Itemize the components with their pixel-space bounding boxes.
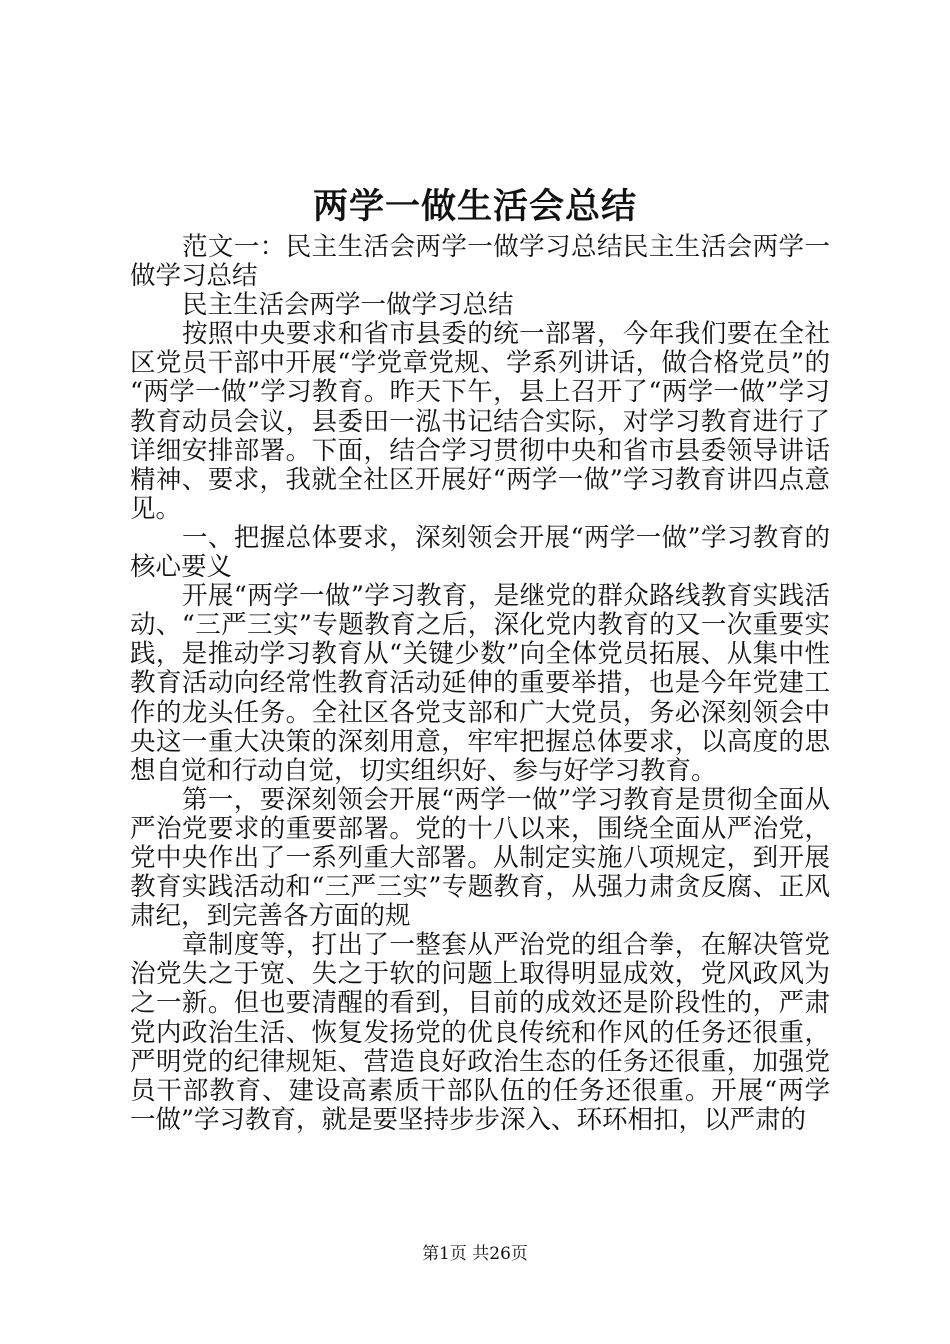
paragraph-3: 按照中央要求和省市县委的统一部署，今年我们要在全社区党员干部中开展“学党章党规、学系列讲话，做合格党员”的“两学一做”学习教育。昨天下午，县上召开了“两学一做”学习教育动员会议，县委田一泓书记结合实际，对学习教育进行了详细安排部署。下面，结合学习贯彻中央和省市县委领导讲话精神、要求，我就全社区开展好“两学一做”学习教育讲四点意见。 [130,319,830,524]
paragraph-4: 一、把握总体要求，深刻领会开展“两学一做”学习教育的核心要义 [130,522,830,583]
paragraph-2: 民主生活会两学一做学习总结 [182,290,514,321]
document-title: 两学一做生活会总结 [312,187,637,227]
document-body [130,233,830,1135]
page-number: 第1页 共26页 [422,1244,528,1264]
paragraph-7: 章制度等，打出了一整套从严治党的组合拳，在解决管党治党失之于宽、失之于软的问题上取得明显成效，党风政风为之一新。但也要清醒的看到，目前的成效还是阶段性的，严肃党内政治生活、恢复发扬党的优良传统和作风的任务还很重，严明党的纪律规矩、营造良好政治生态的任务还很重，加强党员干部教育、建设高素质干部队伍的任务还很重。开展“两学一做”学习教育，就是要坚持步步深入、环环相扣，以严肃的 [130,930,830,1135]
paragraph-5: 开展“两学一做”学习教育，是继党的群众路线教育实践活动、“三严三实”专题教育之后，深化党内教育的又一次重要实践，是推动学习教育从“关键少数”向全体党员拓展、从集中性教育活动向经常性教育活动延伸的重要举措，也是今年党建工作的龙头任务。全社区各党支部和广大党员，务必深刻领会中央这一重大决策的深刻用意，牢牢把握总体要求，以高度的思想自觉和行动自觉，切实组织好、参与好学习教育。 [130,581,830,786]
paragraph-6: 第一，要深刻领会开展“两学一做”学习教育是贯彻全面从严治党要求的重要部署。党的十八以来，围绕全面从严治党，党中央作出了一系列重大部署。从制定实施八项规定，到开展教育实践活动和“三严三实”专题教育，从强力肃贪反腐、正风肃纪，到完善各方面的规 [130,784,830,932]
paragraph-1: 范文一：民主生活会两学一做学习总结民主生活会两学一做学习总结 [130,232,830,292]
